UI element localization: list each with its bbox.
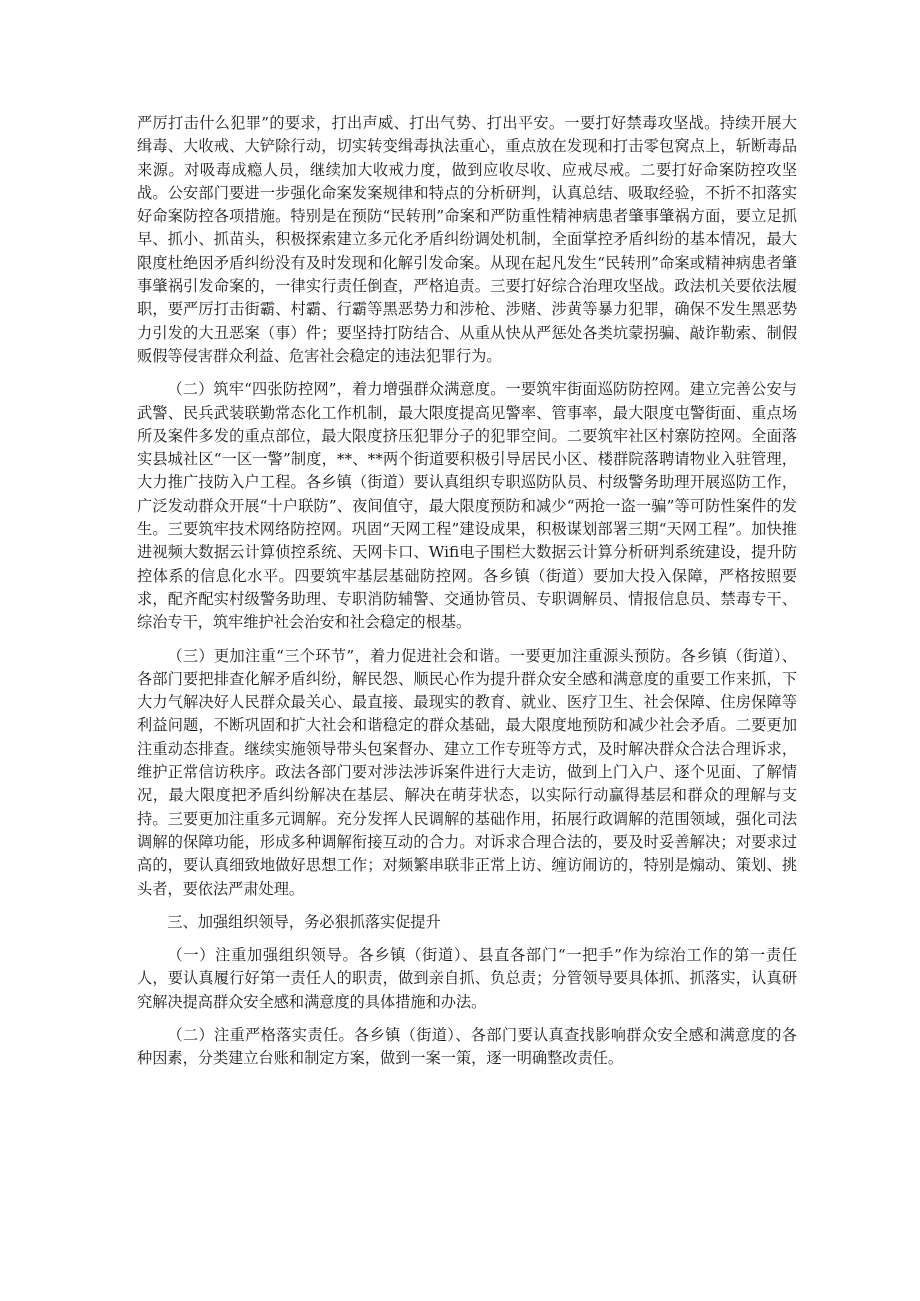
paragraph-section-3: （三）更加注重“三个环节”，着力促进社会和谐。一要更加注重源头预防。各乡镇（街道）、各部门要把排查化解矛盾纠纷，解民怨、顺民心作为提升群众安全感和满意度的重要工作来抓，下大力气解决好人民群众最关心、最直接、最现实的教育、就业、医疗卫生、社会保障、住房保障等利益问题，不断巩固和扩大社会和谐稳定的群众基础，最大限度地预防和减少社会矛盾。二要更加注重动态排查。继续实施领导带头包案督办、建立工作专班等方式，及时解决群众合法合理诉求，维护正常信访秩序。政法各部门要对涉法涉诉案件进行大走访，做到上门入户、逐个见面、了解情况，最大限度把矛盾纠纷解决在基层、解决在萌芽状态，以实际行动赢得基层和群众的理解与支持。三要更加注重多元调解。充分发挥人民调解的基础作用，拓展行政调解的范围领域，强化司法调解的保障功能，形成多种调解衔接互动的合力。对诉求合理合法的，要及时妥善解决；对要求过高的，要认真细致地做好思想工作；对频繁串联非正常上访、缠访闹访的，特别是煽动、策划、挑头者，要依法严肃处理。 xyxy=(137,646,797,898)
document-body xyxy=(137,112,797,1071)
paragraph-subsection-2: （二）注重严格落实责任。各乡镇（街道）、各部门要认真查找影响群众安全感和满意度的各种因素，分类建立台账和制定方案，做到一案一策，逐一明确整改责任。 xyxy=(137,1025,797,1068)
section-heading: 三、加强组织领导，务必狠抓落实促提升 xyxy=(167,912,441,931)
paragraph-section-2: （二）筑牢“四张防控网”，着力增强群众满意度。一要筑牢街面巡防防控网。建立完善公安与武警、民兵武装联勤常态化工作机制，最大限度提高见警率、管事率，最大限度屯警街面、重点场所及案件多发的重点部位，最大限度挤压犯罪分子的犯罪空间。二要筑牢社区村寨防控网。全面落实县城社区“一区一警”制度，**、**两个街道要积极引导居民小区、楼群院落聘请物业入驻管理，大力推广技防入户工程。各乡镇（街道）要认真组织专职巡防队员、村级警务助理开展巡防工作，广泛发动群众开展“十户联防”、夜间值守，最大限度预防和减少“两抢一盗一骗”等可防性案件的发生。三要筑牢技术网络防控网。巩固“天网工程”建设成果，积极谋划部署三期“天网工程”。加快推进视频大数据云计算侦控系统、天网卡口、Wifi电子围栏大数据云计算分析研判系统建设，提升防控体系的信息化水平。四要筑牢基层基础防控网。各乡镇（街道）要加大投入保障，严格按照要求，配齐配实村级警务助理、专职消防辅警、交通协管员、专职调解员、情报信息员、禁毒专干、综治专干，筑牢维护社会治安和社会稳定的根基。 xyxy=(137,380,797,632)
paragraph-continued: 严厉打击什么犯罪”的要求，打出声威、打出气势、打出平安。一要打好禁毒攻坚战。持续开展大缉毒、大收戒、大铲除行动，切实转变缉毒执法重心，重点放在发现和打击零包窝点上，斩断毒品来源。对吸毒成瘾人员，继续加大收戒力度，做到应收尽收、应戒尽戒。二要打好命案防控攻坚战。公安部门要进一步强化命案发案规律和特点的分析研判，认真总结、吸取经验，不折不扣落实好命案防控各项措施。特别是在预防“民转刑”命案和严防重性精神病患者肇事肇祸方面，要立足抓早、抓小、抓苗头，积极探索建立多元化矛盾纠纷调处机制，全面掌控矛盾纠纷的基本情况，最大限度杜绝因矛盾纠纷没有及时发现和化解引发命案。从现在起凡发生“民转刑”命案或精神病患者肇事肇祸引发命案的，一律实行责任倒查，严格追责。三要打好综合治理攻坚战。政法机关要依法履职，要严厉打击街霸、村霸、行霸等黑恶势力和涉枪、涉赌、涉黄等暴力犯罪，确保不发生黑恶势力引发的大丑恶案（事）件；要坚持打防结合、从重从快从严惩处各类坑蒙拐骗、敲诈勒索、制假贩假等侵害群众利益、危害社会稳定的违法犯罪行为。 xyxy=(137,114,797,365)
paragraph-subsection-1: （一）注重加强组织领导。各乡镇（街道）、县直各部门“一把手”作为综治工作的第一责任人，要认真履行好第一责任人的职责，做到亲自抓、负总责；分管领导要具体抓、抓落实，认真研究解决提高群众安全感和满意度的具体措施和办法。 xyxy=(137,946,797,1011)
